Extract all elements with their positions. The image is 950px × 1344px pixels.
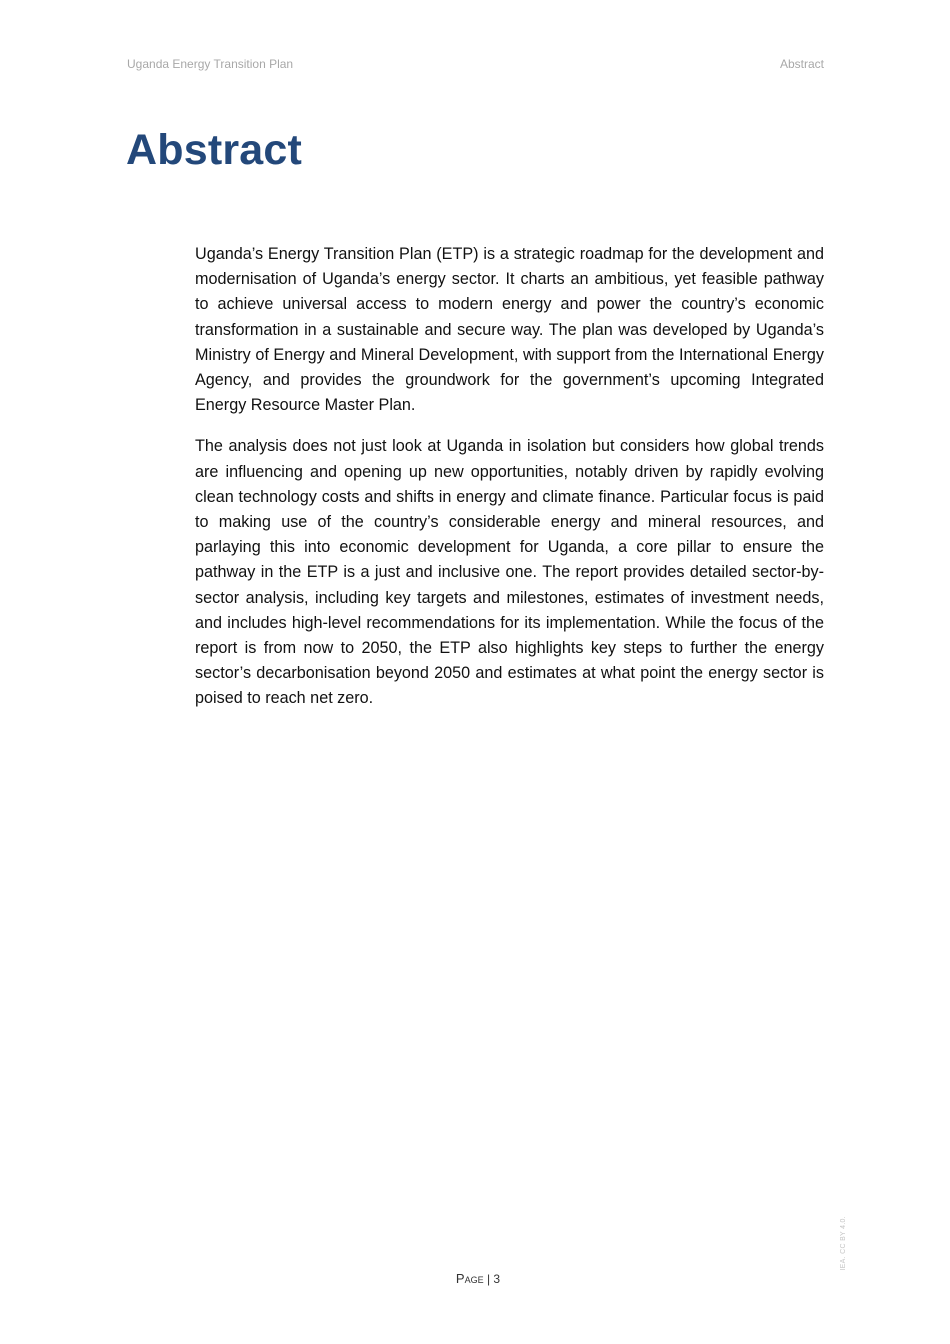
page-title: Abstract bbox=[126, 126, 303, 174]
abstract-paragraph-1: Uganda’s Energy Transition Plan (ETP) is a strategic roadmap for the development and modernisation of Uganda’s energy sector. It charts an ambitious, yet feasible pathway to achieve universal access to modern energy and power the country’s economic transformation in a sustainable and secure way. The plan was developed by Uganda’s Ministry of Energy and Mineral Development, with support from the International Energy Agency, and provides the groundwork for the government’s upcoming Integrated Energy Resource Master Plan. bbox=[195, 245, 824, 415]
abstract-body bbox=[195, 242, 824, 728]
license-notice: IEA. CC BY 4.0. bbox=[840, 1216, 847, 1271]
abstract-paragraph-2: The analysis does not just look at Uganda in isolation but considers how global trends are influencing and opening up new opportunities, notably driven by rapidly evolving clean technology costs and shifts in energy and climate finance. Particular focus is paid to making use of the country’s considerable energy and mineral resources, and parlaying this into economic development for Uganda, a core pillar to ensure the pathway in the ETP is a just and inclusive one. The report provides detailed sector-by-sector analysis, including key targets and milestones, estimates of investment needs, and includes high-level recommendations for its implementation. While the focus of the report is from now to 2050, the ETP also highlights key steps to further the energy sector’s decarbonisation beyond 2050 and estimates at what point the energy sector is poised to reach net zero. bbox=[195, 437, 824, 708]
section-name-header: Abstract bbox=[779, 57, 824, 71]
page-label: Page bbox=[455, 1271, 484, 1286]
page-footer bbox=[0, 1271, 950, 1286]
page-separator: | bbox=[486, 1272, 491, 1286]
document-title-header: Uganda Energy Transition Plan bbox=[127, 57, 294, 71]
running-header bbox=[127, 57, 824, 71]
page-number: 3 bbox=[493, 1272, 501, 1286]
